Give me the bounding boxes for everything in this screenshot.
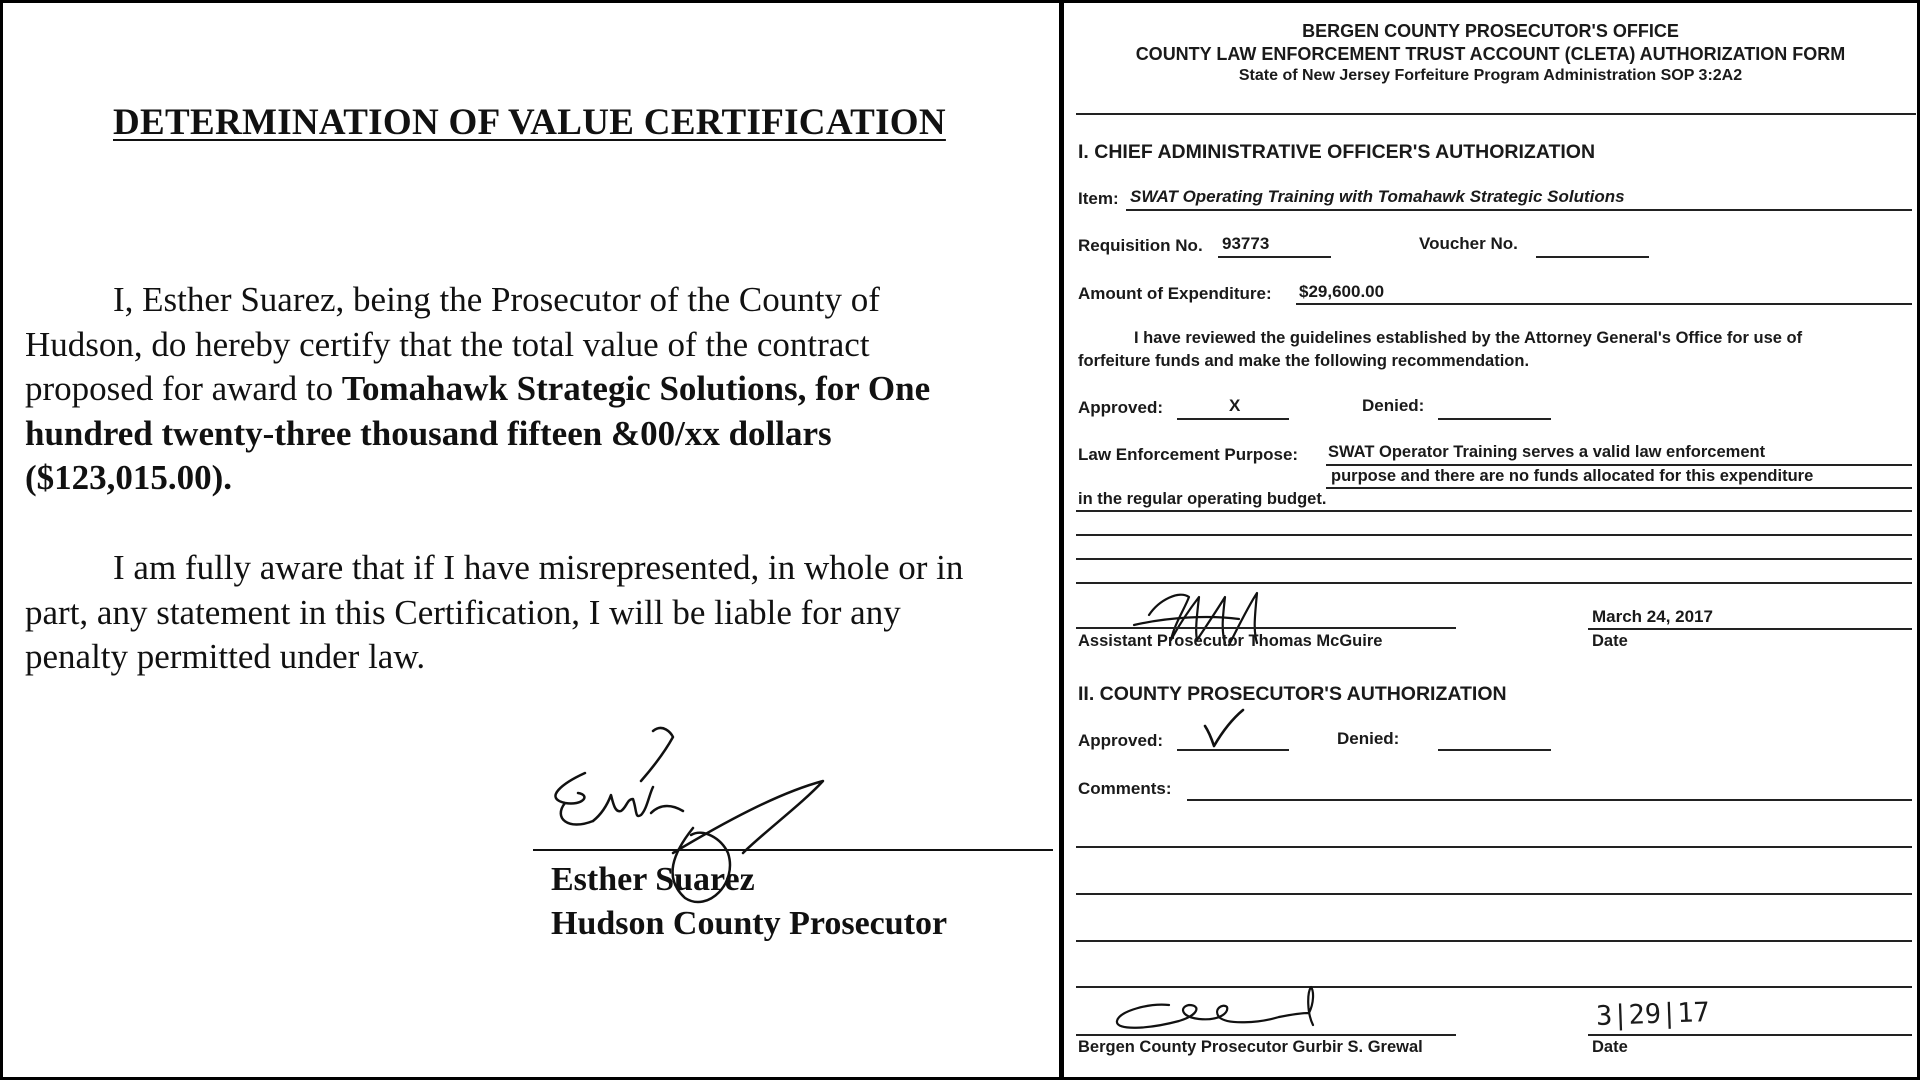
requisition-label: Requisition No. [1078, 236, 1203, 255]
para1-line1: I, Esther Suarez, being the Prosecutor of the County of [113, 280, 880, 319]
section1-signature-line [1076, 627, 1456, 629]
denied-label: Denied: [1362, 396, 1425, 415]
review-text-line1: I have reviewed the guidelines established by the Attorney General's Office for use of [1134, 329, 1803, 347]
section2-denied-label: Denied: [1337, 729, 1400, 748]
section2-handwritten-date: 3|29|17 [1595, 997, 1711, 1032]
para2-line2: part, any statement in this Certification, I will be liable for any [25, 592, 901, 632]
comments-line4 [1076, 940, 1912, 942]
para2-line3: penalty permitted under law. [25, 637, 426, 676]
item-field-line [1126, 209, 1912, 211]
signer-name: Esther Suarez [551, 861, 755, 898]
form-header-office: BERGEN COUNTY PROSECUTOR'S OFFICE [1302, 21, 1679, 41]
voucher-field-line [1536, 256, 1649, 258]
section1-signer-label: Assistant Prosecutor Thomas McGuire [1078, 632, 1383, 650]
purpose-line2: purpose and there are no funds allocated for this expenditure [1331, 467, 1814, 485]
contract-value-amount: ($123,015.00). [25, 458, 233, 497]
item-label: Item: [1078, 189, 1119, 208]
section2-date-label: Date [1592, 1038, 1628, 1056]
comments-line2 [1076, 846, 1912, 848]
approved-field-line [1177, 418, 1289, 420]
purpose-field-line4 [1076, 534, 1912, 536]
section1-date-value: March 24, 2017 [1592, 607, 1713, 626]
contract-value-words: hundred twenty-three thousand fifteen &00/xx dollars [25, 413, 832, 453]
section2-signer-label: Bergen County Prosecutor Gurbir S. Grewal [1078, 1038, 1423, 1056]
section2-title: II. COUNTY PROSECUTOR'S AUTHORIZATION [1078, 683, 1507, 705]
purpose-line3: in the regular operating budget. [1078, 490, 1327, 508]
section1-date-label: Date [1592, 632, 1628, 650]
requisition-value: 93773 [1222, 234, 1270, 253]
denied-field-line [1438, 418, 1551, 420]
contractor-name: Tomahawk Strategic Solutions, for One [341, 369, 931, 408]
approved-value: X [1229, 396, 1241, 415]
signer-title: Hudson County Prosecutor [551, 905, 948, 942]
section2-approved-label: Approved: [1078, 731, 1163, 750]
review-text-line2: forfeiture funds and make the following recommendation. [1078, 352, 1530, 370]
para1-line2: Hudson, do hereby certify that the total value of the contract [25, 324, 870, 364]
approved-checkmark [1199, 706, 1249, 748]
purpose-field-line2 [1326, 487, 1912, 489]
purpose-field-line5 [1076, 558, 1912, 560]
header-rule [1076, 113, 1916, 115]
value-certification-document [3, 3, 1059, 1077]
purpose-field-line3 [1076, 510, 1912, 512]
amount-field-line [1296, 303, 1912, 305]
signature-line [533, 849, 1053, 851]
section2-signature-line [1076, 1034, 1456, 1036]
amount-label: Amount of Expenditure: [1078, 284, 1272, 303]
section2-denied-field-line [1438, 749, 1551, 751]
comments-label: Comments: [1078, 779, 1172, 798]
comments-line1 [1187, 799, 1912, 801]
certification-title: DETERMINATION OF VALUE CERTIFICATION [113, 102, 946, 143]
comments-line3 [1076, 893, 1912, 895]
approved-label: Approved: [1078, 398, 1163, 417]
item-value: SWAT Operating Training with Tomahawk Strategic Solutions [1130, 187, 1625, 206]
section2-date-line [1588, 1034, 1912, 1036]
form-header-sop: State of New Jersey Forfeiture Program Administration SOP 3:2A2 [1238, 67, 1743, 84]
para1-line3: proposed for award to [25, 369, 342, 408]
purpose-label: Law Enforcement Purpose: [1078, 445, 1299, 464]
certification-paragraph-2 [25, 546, 1055, 680]
section2-approved-field-line [1177, 749, 1289, 751]
requisition-field-line [1218, 256, 1331, 258]
para2-line1: I am fully aware that if I have misrepresented, in whole or in [113, 548, 964, 587]
section1-date-line [1588, 628, 1912, 630]
purpose-field-line6 [1076, 582, 1912, 584]
purpose-line1: SWAT Operator Training serves a valid law enforcement [1328, 443, 1766, 461]
section1-title: I. CHIEF ADMINISTRATIVE OFFICER'S AUTHORIZATION [1078, 141, 1596, 163]
grewal-signature [1109, 983, 1339, 1045]
signer-block [551, 858, 947, 946]
amount-value: $29,600.00 [1299, 282, 1385, 301]
certification-paragraph-1 [25, 278, 1055, 501]
form-header-title: COUNTY LAW ENFORCEMENT TRUST ACCOUNT (CLETA) AUTHORIZATION FORM [1135, 44, 1846, 64]
voucher-label: Voucher No. [1419, 234, 1518, 253]
cleta-authorization-form [1064, 3, 1917, 1077]
purpose-field-line1 [1326, 464, 1912, 466]
